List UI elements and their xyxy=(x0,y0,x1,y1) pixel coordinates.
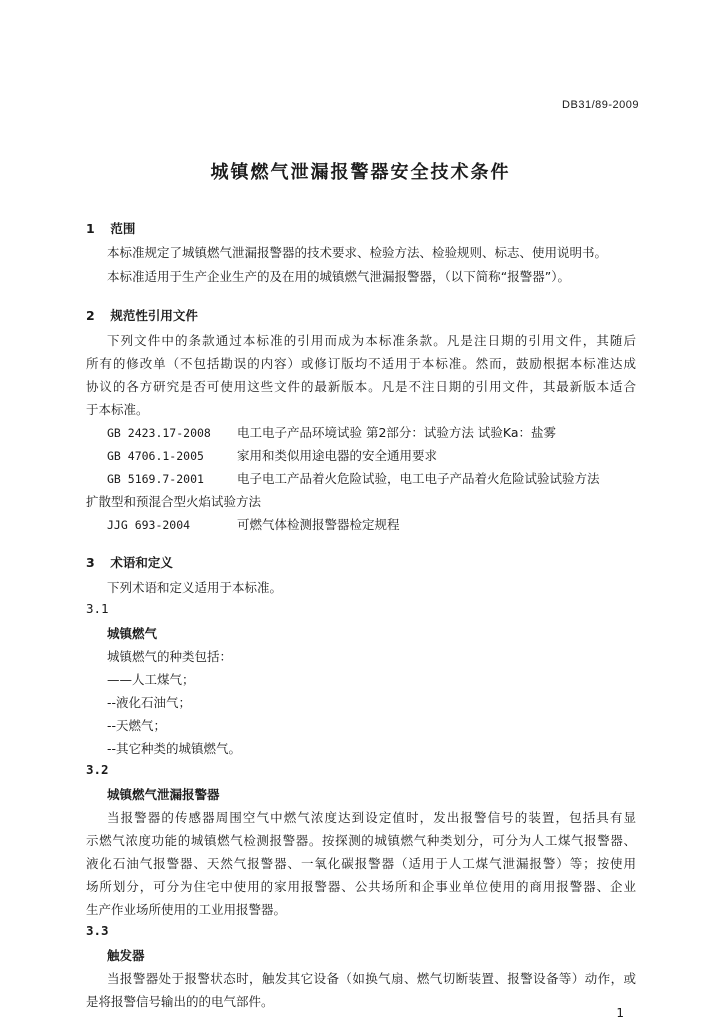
section-title: 术语和定义 xyxy=(110,555,173,570)
reference-row xyxy=(107,469,600,487)
subsection-number: 3.1 xyxy=(86,601,109,616)
section-title: 范围 xyxy=(110,221,136,236)
section-number: 1 xyxy=(86,221,95,236)
list-item: --液化石油气； xyxy=(107,695,192,710)
reference-title: 可燃气体检测报警器检定规程 xyxy=(237,517,400,532)
section-2-heading xyxy=(86,306,198,324)
paragraph-line: 当报警器的传感器周围空气中燃气浓度达到设定值时，发出报警信号的装置，包括具有显 xyxy=(107,810,636,825)
page-number: 1 xyxy=(616,1006,624,1020)
term-heading: 触发器 xyxy=(107,948,145,963)
reference-row xyxy=(107,446,437,464)
paragraph-line: 本标准规定了城镇燃气泄漏报警器的技术要求、检验方法、检验规则、标志、使用说明书。 xyxy=(107,245,608,260)
subsection-number: 3.3 xyxy=(86,923,109,938)
section-1-heading xyxy=(86,219,135,237)
paragraph-line: 所有的修改单（不包括勘误的内容）或修订版均不适用于本标准。然而，鼓励根据本标准达成 xyxy=(86,356,636,371)
list-item: --其它种类的城镇燃气。 xyxy=(107,741,242,756)
term-heading: 城镇燃气 xyxy=(107,626,158,641)
term-description: 城镇燃气的种类包括： xyxy=(107,649,233,664)
document-title: 城镇燃气泄漏报警器安全技术条件 xyxy=(210,162,511,183)
standard-code: DB31/89-2009 xyxy=(562,99,639,111)
paragraph-line: 下列文件中的条款通过本标准的引用而成为本标准条款。凡是注日期的引用文件，其随后 xyxy=(107,333,636,348)
paragraph-line: 当报警器处于报警状态时，触发其它设备（如换气扇、燃气切断装置、报警设备等）动作，或 xyxy=(107,971,636,986)
paragraph-line: 生产作业场所使用的工业用报警器。 xyxy=(86,902,287,917)
reference-title: 电工电子产品环境试验 第2部分：试验方法 试验Ka：盐雾 xyxy=(237,425,557,440)
reference-row xyxy=(107,423,556,441)
subsection-number: 3.2 xyxy=(86,762,109,777)
paragraph-line: 场所划分，可分为住宅中使用的家用报警器、公共场所和企事业单位使用的商用报警器、企业 xyxy=(86,879,636,894)
paragraph-line: 是将报警信号输出的的电气部件。 xyxy=(86,994,274,1009)
reference-code: GB 2423.17-2008 xyxy=(107,426,211,440)
reference-row xyxy=(107,515,400,533)
section-title: 规范性引用文件 xyxy=(110,308,198,323)
reference-code: GB 4706.1-2005 xyxy=(107,449,204,463)
paragraph-line: 协议的各方研究是否可使用这些文件的最新版本。凡是不注日期的引用文件，其最新版本适合 xyxy=(86,379,636,394)
section-number: 2 xyxy=(86,308,95,323)
term-heading: 城镇燃气泄漏报警器 xyxy=(107,787,220,802)
reference-title: 家用和类似用途电器的安全通用要求 xyxy=(237,448,438,463)
reference-code: GB 5169.7-2001 xyxy=(107,472,204,486)
list-item: --天燃气； xyxy=(107,718,167,733)
paragraph-line: 于本标准。 xyxy=(86,402,149,417)
section-number: 3 xyxy=(86,555,95,570)
reference-code: JJG 693-2004 xyxy=(107,518,191,532)
section-3-heading xyxy=(86,553,173,571)
list-item: ——人工煤气； xyxy=(107,672,195,687)
paragraph-line: 示燃气浓度功能的城镇燃气检测报警器。按探测的城镇燃气种类划分，可分为人工煤气报警器、 xyxy=(86,833,636,848)
reference-title: 电子电工产品着火危险试验，电工电子产品着火危险试验试验方法 xyxy=(237,471,600,486)
reference-continuation: 扩散型和预混合型火焰试验方法 xyxy=(86,494,262,509)
paragraph-line: 本标准适用于生产企业生产的及在用的城镇燃气泄漏报警器，（以下简称“报警器”）。 xyxy=(107,269,570,284)
paragraph-line: 下列术语和定义适用于本标准。 xyxy=(107,580,283,595)
paragraph-line: 液化石油气报警器、天然气报警器、一氧化碳报警器（适用于人工煤气泄漏报警）等；按使用 xyxy=(86,856,636,871)
